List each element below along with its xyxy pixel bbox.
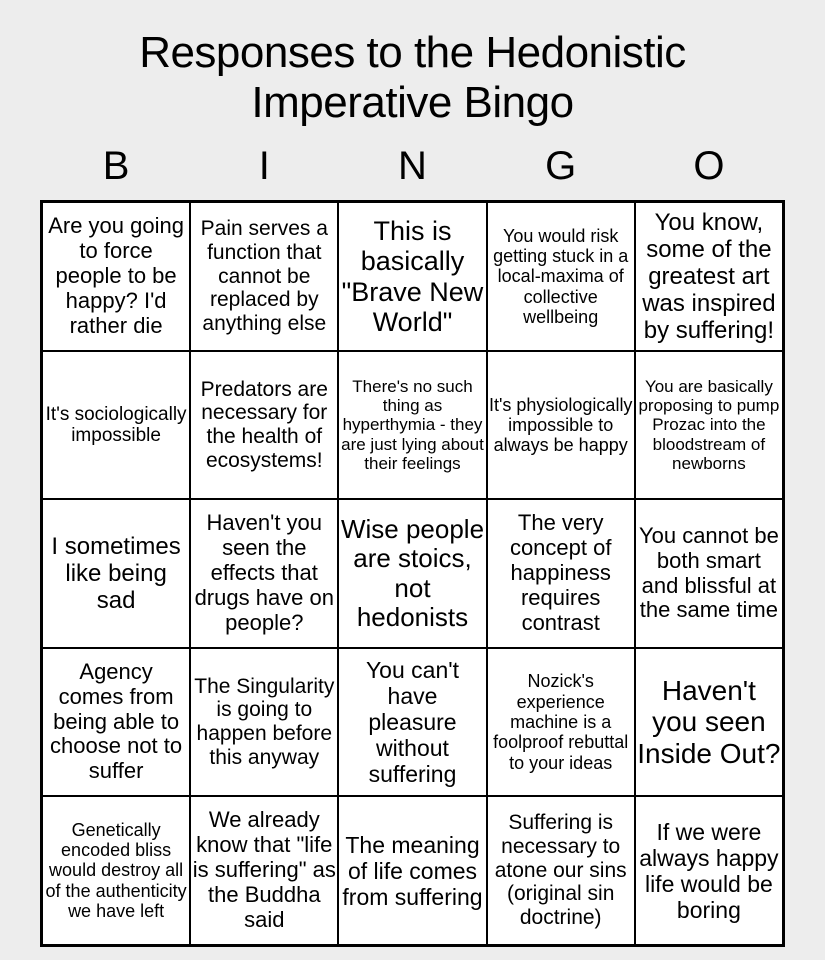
bingo-cell-text: Nozick's experience machine is a foolproof rebuttal to your ideas <box>493 671 629 773</box>
bingo-cell-text: The meaning of life comes from suffering <box>342 831 483 910</box>
bingo-cell-text: It's sociologically impossible <box>45 403 187 447</box>
bingo-cell-text: Agency comes from being able to choose not to suffer <box>50 658 183 784</box>
bingo-cell-r5c3 <box>338 796 486 945</box>
bingo-cell-r4c2 <box>190 648 338 797</box>
bingo-cell-r5c5 <box>635 796 783 945</box>
bingo-letters-row <box>42 144 783 188</box>
bingo-cell-text: Haven't you seen Inside Out? <box>637 674 781 769</box>
bingo-letter-o: O <box>693 144 725 189</box>
bingo-cell-r3c4 <box>487 499 635 648</box>
bingo-cell-r1c1 <box>42 202 190 351</box>
bingo-cell-text: This is basically "Brave New World" <box>341 215 484 338</box>
bingo-cell-r2c5 <box>635 351 783 500</box>
bingo-letter-i: I <box>258 144 270 189</box>
bingo-cell-r2c2 <box>190 351 338 500</box>
bingo-cell-text: It's physiologically impossible to always be happy <box>488 394 633 456</box>
bingo-letter-n: N <box>398 144 427 189</box>
bingo-cell-text: We already know that "life is suffering" as the Buddha said <box>192 807 336 932</box>
bingo-letter-g: G <box>545 144 577 189</box>
bingo-cell-r4c4 <box>487 648 635 797</box>
bingo-cell-r2c1 <box>42 351 190 500</box>
bingo-cell-r1c3 <box>338 202 486 351</box>
bingo-cell-text: You would risk getting stuck in a local-maxima of collective wellbeing <box>493 225 629 328</box>
bingo-cell-text: There's no such thing as hyperthymia - they are just lying about their feelings <box>341 377 484 473</box>
bingo-cell-r3c1 <box>42 499 190 648</box>
bingo-cell-text: The very concept of happiness requires contrast <box>509 510 612 635</box>
bingo-cell-text: You cannot be both smart and blissful at the same time <box>638 522 779 623</box>
bingo-cell-text: If we were always happy life would be boring <box>639 818 779 923</box>
bingo-cell-text: Are you going to force people to be happy? I'd rather die <box>48 213 184 338</box>
bingo-cell-r5c4 <box>487 796 635 945</box>
bingo-cell-r5c1 <box>42 796 190 945</box>
bingo-cell-text: Suffering is necessary to atone our sins (original sin doctrine) <box>494 811 627 930</box>
bingo-cell-text: Predators are necessary for the health of ecosystems! <box>200 377 328 472</box>
bingo-cell-text: You can't have pleasure without suffering <box>365 657 460 788</box>
page-title: Responses to the Hedonistic Imperative Bingo <box>139 28 686 128</box>
bingo-cell-text: Wise people are stoics, not hedonists <box>340 513 485 632</box>
bingo-cell-r3c3 <box>338 499 486 648</box>
bingo-cell-r5c2 <box>190 796 338 945</box>
bingo-cell-text: You know, some of the greatest art was inspired by suffering! <box>642 208 776 345</box>
bingo-cell-r2c3 <box>338 351 486 500</box>
bingo-cell-r2c4 <box>487 351 635 500</box>
bingo-cell-text: Genetically encoded bliss would destroy all of the authenticity we have left <box>45 819 187 922</box>
bingo-cell-r1c5 <box>635 202 783 351</box>
bingo-cell-r4c3 <box>338 648 486 797</box>
bingo-cell-r3c5 <box>635 499 783 648</box>
bingo-letter-b: B <box>102 144 130 189</box>
bingo-cell-text: I sometimes like being sad <box>51 532 181 615</box>
bingo-cell-text: Pain serves a function that cannot be replaced by anything else <box>200 217 328 336</box>
bingo-cell-r1c4 <box>487 202 635 351</box>
bingo-cell-text: You are basically proposing to pump Prozac into the bloodstream of newborns <box>638 377 780 473</box>
bingo-grid <box>40 200 785 947</box>
bingo-cell-r4c1 <box>42 648 190 797</box>
bingo-cell-r3c2 <box>190 499 338 648</box>
bingo-cell-text: The Singularity is going to happen before this anyway <box>194 674 335 769</box>
bingo-cell-r4c5 <box>635 648 783 797</box>
bingo-cell-text: Haven't you seen the effects that drugs have on people? <box>194 510 334 635</box>
bingo-cell-r1c2 <box>190 202 338 351</box>
